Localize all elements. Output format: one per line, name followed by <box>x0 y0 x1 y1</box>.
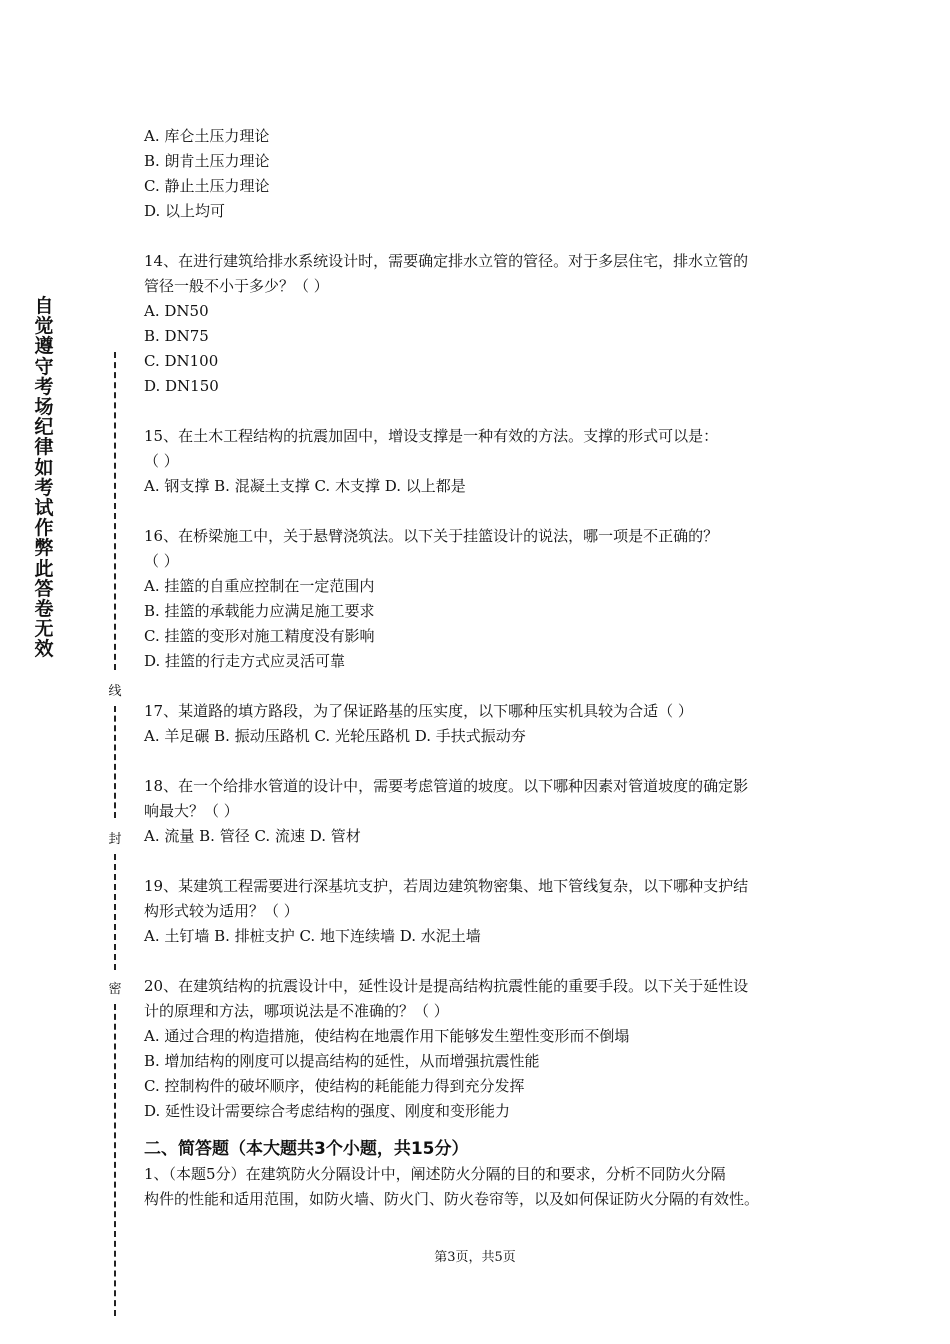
option-c: C. DN100 <box>144 352 219 370</box>
option-b: B. 增加结构的刚度可以提高结构的延性，从而增强抗震性能 <box>144 1052 540 1070</box>
question-stem: 16、在桥梁施工中，关于悬臂浇筑法。以下关于挂篮设计的说法，哪一项是不正确的？ <box>144 527 719 545</box>
question-16 <box>144 524 820 674</box>
option-a: A. 库仑土压力理论 <box>144 127 270 145</box>
question-stem: 15、在土木工程结构的抗震加固中，增设支撑是一种有效的方法。支撑的形式可以是： <box>144 427 719 445</box>
question-stem: 响最大？（ ） <box>144 802 239 820</box>
option-c: C. 控制构件的破坏顺序，使结构的耗能能力得到充分发挥 <box>144 1077 525 1095</box>
section-title: 二、简答题（本大题共3个小题，共15分） <box>144 1139 469 1159</box>
question-stem: 17、某道路的填方路段，为了保证路基的压实度，以下哪种压实机具较为合适（ ） <box>144 702 693 720</box>
seal-char-xian: 线 <box>108 680 122 699</box>
exam-content <box>144 124 820 1212</box>
option-a: A. 挂篮的自重应控制在一定范围内 <box>144 577 375 595</box>
seal-char-mi: 密 <box>108 978 122 997</box>
question-stem: 管径一般不小于多少？（ ） <box>144 277 329 295</box>
options: A. 土钉墙 B. 排桩支护 C. 地下连续墙 D. 水泥土墙 <box>144 927 481 945</box>
option-a: A. DN50 <box>144 302 209 320</box>
options: A. 流量 B. 管径 C. 流速 D. 管材 <box>144 827 361 845</box>
question-stem: 19、某建筑工程需要进行深基坑支护，若周边建筑物密集、地下管线复杂，以下哪种支护结 <box>144 877 749 895</box>
question-stem: 构形式较为适用？（ ） <box>144 902 299 920</box>
option-a: A. 通过合理的构造措施，使结构在地震作用下能够发生塑性变形而不倒塌 <box>144 1027 630 1045</box>
question-19 <box>144 874 820 949</box>
option-d: D. 延性设计需要综合考虑结构的强度、刚度和变形能力 <box>144 1102 511 1120</box>
exam-discipline-notice: 自觉遵守考场纪律如考试作弊此答卷无效 <box>34 295 54 661</box>
short-answer-question-1 <box>144 1162 820 1212</box>
question-stem: （ ） <box>144 552 179 570</box>
question-stem: 18、在一个给排水管道的设计中，需要考虑管道的坡度。以下哪种因素对管道坡度的确定影 <box>144 777 749 795</box>
question-stem: 14、在进行建筑给排水系统设计时，需要确定排水立管的管径。对于多层住宅，排水立管的 <box>144 252 749 270</box>
binding-line-segment <box>114 352 116 670</box>
page-number: 第3页，共5页 <box>434 1250 516 1265</box>
question-stem: 构件的性能和适用范围，如防火墙、防火门、防火卷帘等，以及如何保证防火分隔的有效性。 <box>144 1190 760 1208</box>
option-b: B. 挂篮的承载能力应满足施工要求 <box>144 602 375 620</box>
option-c: C. 挂篮的变形对施工精度没有影响 <box>144 627 375 645</box>
options: A. 羊足碾 B. 振动压路机 C. 光轮压路机 D. 手扶式振动夯 <box>144 727 526 745</box>
question-14 <box>144 249 820 399</box>
binding-line-segment <box>114 854 116 970</box>
question-stem: （ ） <box>144 452 179 470</box>
option-b: B. DN75 <box>144 327 209 345</box>
question-stem: 1、（本题5分）在建筑防火分隔设计中，阐述防火分隔的目的和要求，分析不同防火分隔 <box>144 1165 726 1183</box>
question-17 <box>144 699 820 749</box>
question-15 <box>144 424 820 499</box>
question-stem: 20、在建筑结构的抗震设计中，延性设计是提高结构抗震性能的重要手段。以下关于延性设 <box>144 977 749 995</box>
question-stem: 计的原理和方法，哪项说法是不准确的？（ ） <box>144 1002 449 1020</box>
question-20 <box>144 974 820 1124</box>
option-d: D. DN150 <box>144 377 219 395</box>
binding-line-segment <box>114 1004 116 1316</box>
option-b: B. 朗肯土压力理论 <box>144 152 270 170</box>
option-d: D. 以上均可 <box>144 202 226 220</box>
binding-line-segment <box>114 706 116 818</box>
options: A. 钢支撑 B. 混凝土支撑 C. 木支撑 D. 以上都是 <box>144 477 466 495</box>
seal-char-feng: 封 <box>108 828 122 847</box>
option-c: C. 静止土压力理论 <box>144 177 270 195</box>
question-18 <box>144 774 820 849</box>
question-13-options <box>144 124 820 224</box>
option-d: D. 挂篮的行走方式应灵活可靠 <box>144 652 346 670</box>
